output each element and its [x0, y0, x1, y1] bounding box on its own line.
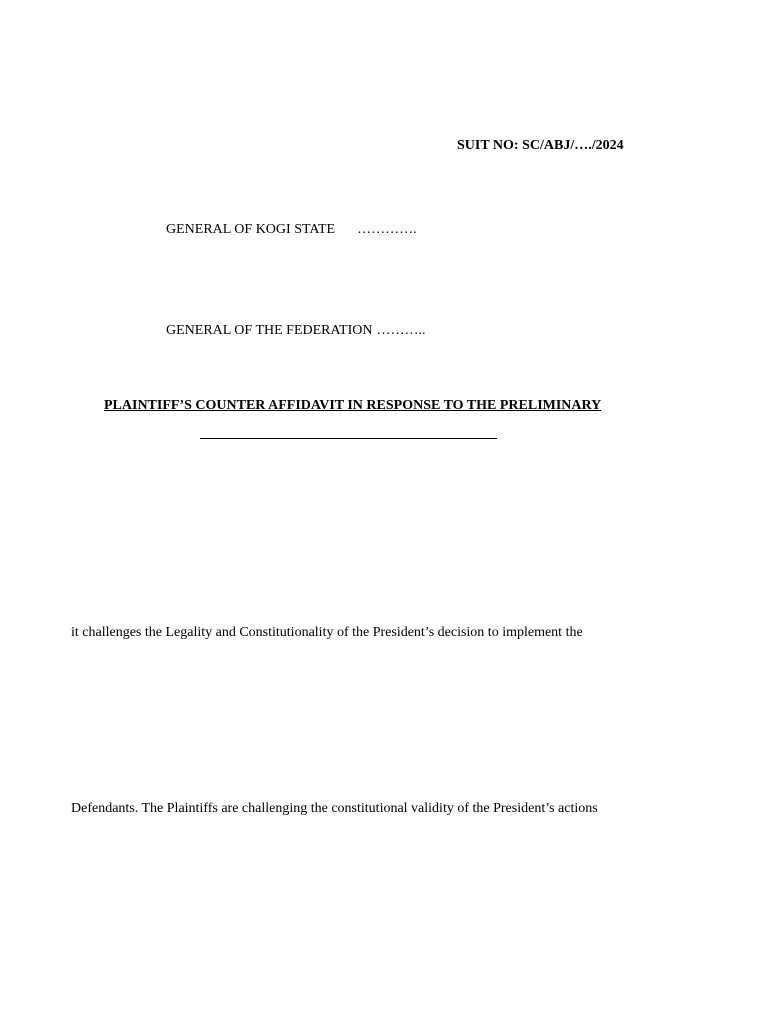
body-paragraph-fragment: Defendants. The Plaintiffs are challenging the constitutional validity of the President’s actions — [71, 801, 598, 816]
party-dots: …………. — [357, 222, 417, 237]
heading-text: PLAINTIFF’S COUNTER AFFIDAVIT IN RESPONSE TO THE PRELIMINARY — [104, 398, 602, 413]
party-line-kogi — [166, 222, 417, 238]
suit-number: SUIT NO: SC/ABJ/…./2024 — [457, 138, 624, 153]
document-heading — [84, 398, 605, 414]
party-line-federation — [166, 323, 426, 339]
body-paragraph-fragment: it challenges the Legality and Constitutionality of the President’s decision to implement the — [71, 625, 583, 640]
heading-underline-rule — [200, 438, 497, 439]
party-name: GENERAL OF THE FEDERATION — [166, 323, 373, 338]
party-name: GENERAL OF KOGI STATE — [166, 222, 336, 237]
party-dots: ……….. — [376, 323, 426, 338]
